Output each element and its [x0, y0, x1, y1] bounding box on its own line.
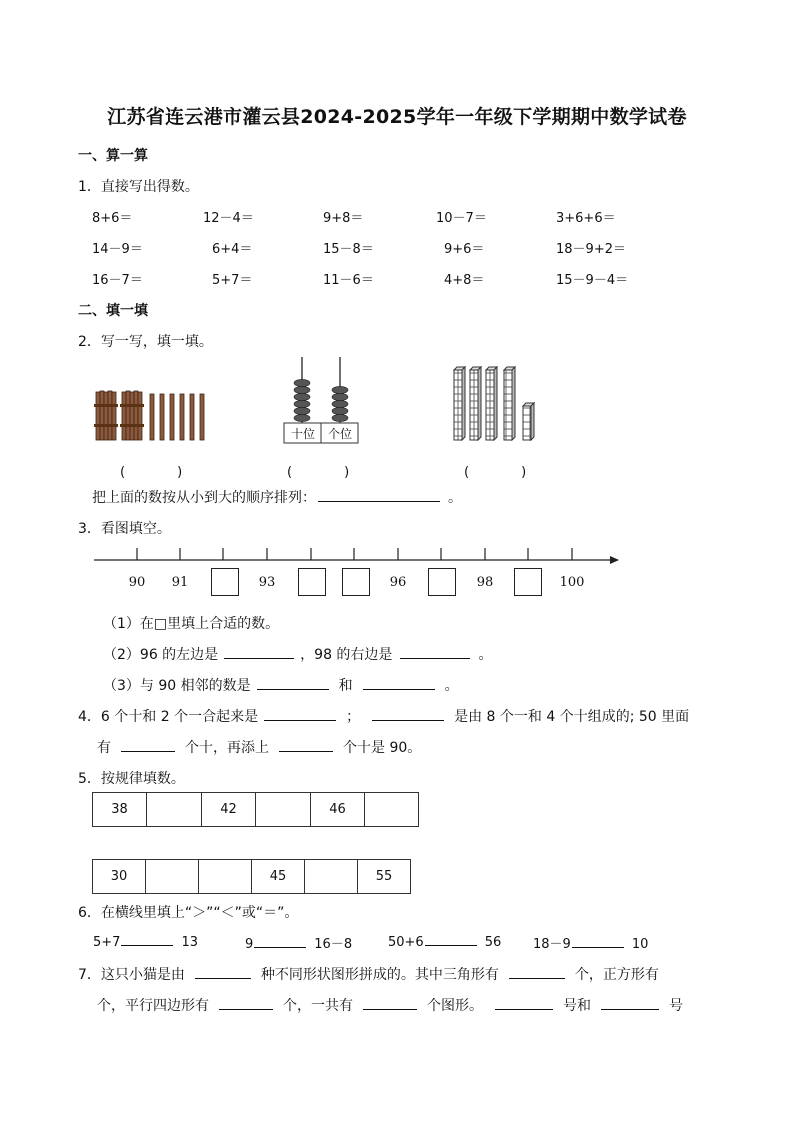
calc-item: 14－9＝	[92, 242, 143, 257]
q3-sub3-end: 。	[444, 678, 459, 694]
calc-item: 4+8＝	[444, 273, 485, 288]
q3-sub2-text: （2）96 的左边是	[103, 647, 219, 663]
page-title: 江苏省连云港市灌云县2024-2025学年一年级下学期期中数学试卷	[107, 106, 687, 128]
q7-text: 个，正方形有	[574, 967, 659, 983]
sequence-cell-blank[interactable]	[147, 793, 202, 827]
q7-text: 个，一共有	[283, 998, 353, 1014]
calc-item: 6+4＝	[212, 242, 253, 257]
q3-sub2-text: ，98 的右边是	[300, 647, 393, 663]
number-line-answer-box[interactable]	[298, 568, 326, 596]
calc-item: 9+6＝	[444, 242, 485, 257]
q7-text: 个图形。	[427, 998, 483, 1014]
q3-left-of-96-blank[interactable]	[224, 646, 294, 659]
q2-label: 2．写一写，填一填。	[78, 334, 213, 350]
number-line-answer-box[interactable]	[211, 568, 239, 596]
compare-left: 9	[245, 937, 254, 952]
stick-bundles-image	[92, 388, 214, 444]
q7-blank-4[interactable]	[363, 997, 417, 1010]
calc-item: 15－9－4＝	[556, 273, 629, 288]
number-line	[92, 546, 622, 566]
base-ten-blocks-image	[450, 366, 536, 444]
q5-label: 5．按规律填数。	[78, 771, 185, 787]
compare-blank[interactable]	[254, 935, 306, 948]
sequence-cell: 46	[311, 793, 365, 827]
q3-sub1: （1）在□里填上合适的数。	[103, 616, 280, 632]
compare-right: 10	[631, 937, 649, 952]
sequence-cell: 45	[252, 860, 305, 894]
sequence-table-2	[92, 859, 411, 894]
section-heading-calc: 一、算一算	[78, 148, 148, 164]
q3-neighbor-blank-1[interactable]	[257, 677, 329, 690]
calc-item: 16－7＝	[92, 273, 143, 288]
q4-text: 个十，再添上	[185, 740, 269, 756]
q3-label: 3．看图填空。	[78, 521, 171, 537]
q4-text: 4．6 个十和 2 个一合起来是	[78, 709, 259, 725]
q3-sub3-and: 和	[338, 678, 353, 694]
compare-right: 56	[484, 935, 502, 950]
compare-left: 50+6	[388, 935, 424, 950]
calc-item: 5+7＝	[212, 273, 253, 288]
calc-item: 9+8＝	[323, 211, 364, 226]
q7-blank-3[interactable]	[219, 997, 273, 1010]
number-line-answer-box[interactable]	[514, 568, 542, 596]
order-answer-blank[interactable]	[318, 489, 440, 502]
q4-text: 个十是 90。	[343, 740, 422, 756]
number-line-label: 91	[171, 575, 189, 590]
q1-label: 1．直接写出得数。	[78, 179, 199, 195]
q7-blank-6[interactable]	[601, 997, 659, 1010]
q4-text: 是由 8 个一和 4 个十组成的; 50 里面	[454, 709, 690, 725]
q7-blank-1[interactable]	[195, 966, 251, 979]
sequence-cell-blank[interactable]	[199, 860, 252, 894]
number-line-answer-box[interactable]	[428, 568, 456, 596]
order-end: 。	[448, 490, 462, 506]
compare-right: 13	[181, 935, 198, 950]
order-prompt: 把上面的数按从小到大的顺序排列：	[92, 490, 316, 506]
calc-item: 8+6＝	[92, 211, 133, 226]
answer-paren-2[interactable]: ( )	[287, 465, 350, 480]
sequence-cell-blank[interactable]	[146, 860, 199, 894]
q3-sub3-text: （3）与 90 相邻的数是	[103, 678, 251, 694]
answer-paren-3[interactable]: ( )	[464, 465, 527, 480]
sequence-cell: 42	[202, 793, 256, 827]
compare-right: 16－8	[314, 937, 353, 952]
number-line-label: 93	[258, 575, 276, 590]
q7-blank-5[interactable]	[495, 997, 553, 1010]
calc-item: 3+6+6＝	[556, 211, 616, 226]
calc-item: 10－7＝	[436, 211, 487, 226]
section-heading-fill: 二、填一填	[78, 303, 148, 319]
q3-right-of-98-blank[interactable]	[400, 646, 470, 659]
calc-item: 18－9+2＝	[556, 242, 626, 257]
number-line-answer-box[interactable]	[342, 568, 370, 596]
answer-paren-1[interactable]: ( )	[120, 465, 183, 480]
q7-blank-2[interactable]	[509, 966, 565, 979]
compare-blank[interactable]	[121, 933, 173, 946]
calc-item: 11－6＝	[323, 273, 374, 288]
q7-text: 号	[669, 998, 683, 1014]
q7-text: 个，平行四边形有	[97, 998, 209, 1014]
q6-label: 6．在横线里填上“＞”“＜”或“＝”。	[78, 905, 299, 921]
abacus-tens-label: 十位	[290, 427, 315, 441]
compare-blank[interactable]	[425, 933, 477, 946]
q3-sub2-end: 。	[478, 647, 493, 663]
q4-blank-4[interactable]	[279, 739, 333, 752]
q4-text: ；	[346, 709, 361, 725]
q4-blank-1[interactable]	[264, 708, 336, 721]
number-line-label: 100	[559, 575, 585, 590]
calc-item: 15－8＝	[323, 242, 374, 257]
number-line-label: 90	[128, 575, 146, 590]
q3-neighbor-blank-2[interactable]	[363, 677, 435, 690]
number-line-label: 98	[476, 575, 494, 590]
q7-text: 号和	[563, 998, 591, 1014]
compare-left: 5+7	[93, 935, 121, 950]
sequence-cell: 30	[93, 860, 146, 894]
sequence-table-1	[92, 792, 419, 827]
q7-text: 7．这只小猫是由	[78, 967, 185, 983]
sequence-cell-blank[interactable]	[365, 793, 419, 827]
abacus-ones-label: 个位	[327, 427, 352, 441]
compare-left: 18－9	[533, 937, 571, 952]
compare-blank[interactable]	[572, 935, 624, 948]
q7-text: 种不同形状图形拼成的。其中三角形有	[260, 967, 499, 983]
number-line-label: 96	[389, 575, 407, 590]
sequence-cell-blank[interactable]	[256, 793, 311, 827]
q4-blank-3[interactable]	[121, 739, 175, 752]
calc-item: 12－4＝	[203, 211, 254, 226]
sequence-cell-blank[interactable]	[305, 860, 358, 894]
sequence-cell: 38	[93, 793, 147, 827]
sequence-cell: 55	[358, 860, 411, 894]
q4-blank-2[interactable]	[372, 708, 444, 721]
q4-text: 有	[97, 740, 111, 756]
